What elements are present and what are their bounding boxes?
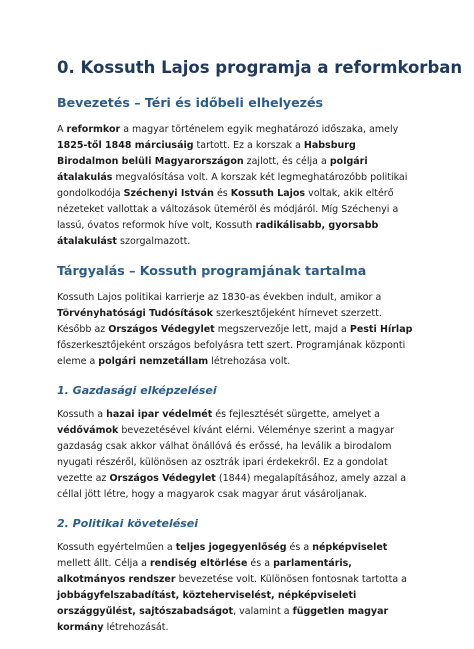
text-run: és a <box>247 558 274 569</box>
text-line <box>57 588 419 604</box>
bold-text-run: Birodalmon belüli Magyarországon <box>57 156 244 167</box>
bold-text-run: polgári <box>329 156 368 167</box>
text-run: és a <box>286 542 313 553</box>
text-run: vezette az <box>57 473 110 484</box>
bold-text-run: 1825-től 1848 márciusáig <box>57 140 194 151</box>
text-line <box>57 138 419 154</box>
text-run: eleme a <box>57 356 99 367</box>
text-run: a magyar történelem egyik meghatározó időszaka, amely <box>120 124 399 135</box>
text-run: Kossuth egyértelműen a <box>57 542 176 553</box>
bold-text-run: polgári nemzetállam <box>98 356 209 367</box>
text-line <box>57 338 419 354</box>
bold-text-run: reformkor <box>66 124 121 135</box>
text-line <box>57 122 419 138</box>
text-line <box>57 423 419 439</box>
text-run: létrehozását. <box>103 622 169 633</box>
text-run: zajlott, és célja a <box>243 156 330 167</box>
text-line <box>57 202 419 218</box>
text-run: és <box>213 188 231 199</box>
text-line <box>57 572 419 588</box>
text-run: , valamint a <box>233 606 293 617</box>
text-run: megszervezője lett, majd a <box>214 324 350 335</box>
text-line <box>57 290 419 306</box>
text-line <box>57 306 419 322</box>
text-run: Később az <box>57 324 109 335</box>
text-run: bevezetése volt. Különösen fontosnak tartotta a <box>175 574 408 585</box>
bold-text-run: Pesti Hírlap <box>349 324 413 335</box>
text-run: és fejlesztését sürgette, amelyet a <box>212 409 380 420</box>
text-line <box>57 604 419 620</box>
bold-text-run: alkotmányos rendszer <box>57 574 176 585</box>
text-line <box>57 186 419 202</box>
bold-text-run: Habsburg <box>303 140 356 151</box>
document-content <box>57 58 463 649</box>
text-line <box>57 170 419 186</box>
bold-text-run: népképviselet <box>312 542 388 553</box>
text-run: A <box>57 124 67 135</box>
bold-text-run: Törvényhatósági Tudósítások <box>57 308 213 319</box>
subsection-heading-economic: 1. Gazdasági elképzelései <box>57 384 217 397</box>
document-title: 0. Kossuth Lajos programja a reformkorban <box>57 58 463 77</box>
text-run: gondolkodója <box>57 188 124 199</box>
bold-text-run: parlamentáris, <box>273 558 352 569</box>
bold-text-run: radikálisabb, gyorsabb <box>255 220 379 231</box>
bold-text-run: védővámok <box>57 425 119 436</box>
text-run: nézeteket vallottak a változások ütemérõl és módjáról. Míg Széchenyi a <box>57 204 399 215</box>
text-run: voltak, akik eltérő <box>305 188 394 199</box>
text-line <box>57 407 419 423</box>
text-run: Kossuth Lajos politikai karrierje az 1830-as években indult, amikor a <box>57 292 382 303</box>
text-run: (1844) megalapításához, amely azzal a <box>215 473 407 484</box>
bold-text-run: teljes jogegyenlőség <box>175 542 287 553</box>
text-run: létrehozása volt. <box>208 356 291 367</box>
text-line <box>57 218 419 234</box>
bold-text-run: rendiség eltörlése <box>150 558 248 569</box>
text-run: mellett állt. Célja a <box>57 558 150 569</box>
bold-text-run: országgyűlést, sajtószabadságot <box>57 606 234 617</box>
text-run: főszerkesztőjeként országos befolyásra tett szert. Programjának központi <box>57 340 406 351</box>
economic-paragraph <box>57 407 419 503</box>
intro-paragraph <box>57 122 419 250</box>
bold-text-run: Országos Védegylet <box>108 324 215 335</box>
text-run: szorgalmazott. <box>116 236 191 247</box>
text-line <box>57 487 419 503</box>
text-line <box>57 540 419 556</box>
bold-text-run: kormány <box>57 622 104 633</box>
text-run: bevezetésével kívánt elérni. Véleménye szerint a magyar <box>118 425 395 436</box>
text-run: lassú, óvatos reformok híve volt, Kossuth <box>57 220 256 231</box>
bold-text-run: független magyar <box>292 606 389 617</box>
text-run: Kossuth a <box>57 409 107 420</box>
bold-text-run: hazai ipar védelmét <box>106 409 213 420</box>
text-run: nyugati részéről, különösen az osztrák ipari érdekekről. Ez a gondolat <box>57 457 388 468</box>
bold-text-run: Országos Védegylet <box>109 473 216 484</box>
text-line <box>57 322 419 338</box>
text-run: megvalósítása volt. A korszak két legmeghatározóbb politikai <box>112 172 408 183</box>
text-run: gazdaság csak akkor válhat önállóvá és erőssé, ha leválik a birodalom <box>57 441 392 452</box>
subsection-heading-political: 2. Politikai követelései <box>57 517 199 530</box>
text-line <box>57 439 419 455</box>
text-line <box>57 455 419 471</box>
text-run: tartott. Ez a korszak a <box>193 140 304 151</box>
discussion-paragraph <box>57 290 419 370</box>
text-line <box>57 556 419 572</box>
bold-text-run: átalakulás <box>57 172 113 183</box>
text-line <box>57 154 419 170</box>
text-run: szerkesztőjeként hírnevet szerzett. <box>212 308 382 319</box>
section-heading-intro: Bevezetés – Téri és időbeli elhelyezés <box>57 95 324 110</box>
bold-text-run: jobbágyfelszabadítást, közteherviselést, népképviseleti <box>57 590 357 601</box>
text-line <box>57 620 419 636</box>
text-line <box>57 234 419 250</box>
bold-text-run: Kossuth Lajos <box>230 188 306 199</box>
text-run: céllal jött létre, hogy a magyarok csak magyar árut vásároljanak. <box>57 489 368 500</box>
section-heading-discussion: Tárgyalás – Kossuth programjának tartalma <box>57 263 367 278</box>
political-paragraph <box>57 540 419 636</box>
text-line <box>57 354 419 370</box>
bold-text-run: Széchenyi István <box>123 188 214 199</box>
text-line <box>57 471 419 487</box>
bold-text-run: átalakulást <box>57 236 117 247</box>
